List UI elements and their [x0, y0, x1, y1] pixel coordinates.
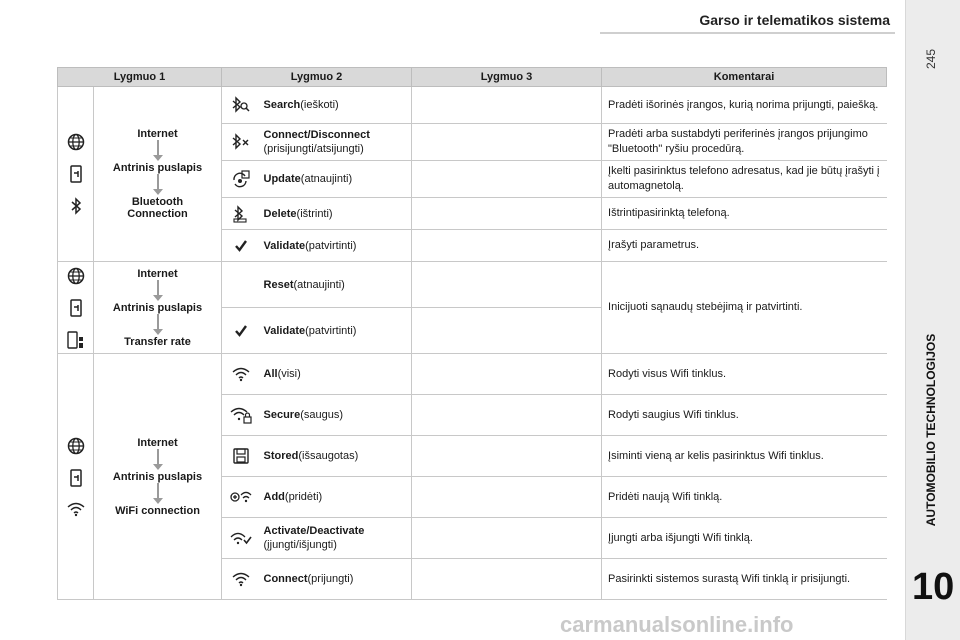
- nav-subpage: Antrinis puslapis: [112, 162, 203, 174]
- level3-empty: [412, 518, 602, 559]
- level2-navigation: [94, 354, 222, 600]
- chapter-number: 10: [912, 566, 955, 608]
- comment-cell: Įrašyti parametrus.: [602, 230, 887, 262]
- level3-option: Add(pridėti): [260, 477, 412, 518]
- phone-icon: [69, 469, 83, 487]
- comment-cell: Įkelti pasirinktus telefono adresatus, kad jie būtų įrašyti į automagnetolą.: [602, 161, 887, 198]
- comment-cell: Inicijuoti sąnaudų stebėjimą ir patvirtinti.: [602, 262, 887, 354]
- row-icon-cell: [222, 230, 260, 262]
- table-row: [58, 354, 887, 395]
- row-icon-cell: [222, 262, 260, 308]
- row-icon-cell: [222, 198, 260, 230]
- globe-icon: [67, 133, 85, 151]
- level3-empty: [412, 198, 602, 230]
- level2-navigation: [94, 87, 222, 262]
- level3-empty: [412, 262, 602, 308]
- level3-empty: [412, 124, 602, 161]
- bluetooth-delete-icon: [231, 205, 251, 223]
- level3-empty: [412, 559, 602, 600]
- comment-cell: Pradėti išorinės įrangos, kurią norima prijungti, paiešką.: [602, 87, 887, 124]
- level1-icons: [58, 354, 94, 600]
- table-row: [58, 87, 887, 124]
- nav-target: WiFi connection: [115, 504, 200, 517]
- level3-option: Connect(prijungti): [260, 559, 412, 600]
- header-comments: Komentarai: [602, 68, 887, 87]
- comment-cell: Pradėti arba sustabdyti periferinės įrangos prijungimo "Bluetooth" ryšiu procedūrą.: [602, 124, 887, 161]
- level3-empty: [412, 436, 602, 477]
- phone-icon: [69, 299, 83, 317]
- phone-icon: [69, 165, 83, 183]
- bluetooth-disconnect-icon: [231, 133, 251, 151]
- sidebar-divider: [905, 0, 906, 640]
- wifi-secure-icon: [230, 406, 252, 424]
- row-icon-cell: [222, 308, 260, 354]
- nav-arrow: [153, 314, 163, 336]
- page-number: 245: [924, 48, 938, 70]
- transfer-rate-icon: [67, 331, 85, 349]
- header-divider: [600, 32, 895, 34]
- table-header-row: [58, 68, 887, 87]
- comment-cell: Rodyti saugius Wifi tinklus.: [602, 395, 887, 436]
- level3-empty: [412, 230, 602, 262]
- header-level3: Lygmuo 3: [412, 68, 602, 87]
- comment-cell: Įjungti arba išjungti Wifi tinklą.: [602, 518, 887, 559]
- level3-option: Secure(saugus): [260, 395, 412, 436]
- bluetooth-icon: [70, 197, 82, 215]
- row-icon-cell: [222, 477, 260, 518]
- nav-arrow: [153, 483, 163, 505]
- comment-cell: Įsiminti vieną ar kelis pasirinktus Wifi tinklus.: [602, 436, 887, 477]
- nav-subpage: Antrinis puslapis: [112, 470, 203, 483]
- level3-option: Validate(patvirtinti): [260, 230, 412, 262]
- nav-arrow: [153, 449, 163, 471]
- bluetooth-search-icon: [231, 96, 251, 114]
- level3-option: Validate(patvirtinti): [260, 308, 412, 354]
- level3-empty: [412, 477, 602, 518]
- table-row: [58, 262, 887, 308]
- wifi-icon: [231, 366, 251, 382]
- section-label: AUTOMOBILIO TECHNOLOGIJOS: [924, 333, 938, 527]
- checkmark-icon: [234, 324, 248, 338]
- level3-empty: [412, 395, 602, 436]
- wifi-icon: [66, 501, 86, 517]
- nav-subpage: Antrinis puslapis: [112, 301, 203, 314]
- comment-cell: Ištrintipasirinktą telefoną.: [602, 198, 887, 230]
- level1-icons: [58, 87, 94, 262]
- nav-internet: Internet: [137, 436, 178, 449]
- nav-arrow: [153, 140, 163, 162]
- menu-table: [57, 67, 886, 600]
- nav-internet: Internet: [137, 128, 178, 140]
- nav-arrow: [153, 174, 163, 196]
- level3-empty: [412, 161, 602, 198]
- level2-navigation: [94, 262, 222, 354]
- level3-empty: [412, 308, 602, 354]
- comment-cell: Pasirinkti sistemos surastą Wifi tinklą ir prisijungti.: [602, 559, 887, 600]
- wifi-add-icon: [230, 489, 252, 505]
- nav-arrow: [153, 280, 163, 302]
- level3-option: Activate/Deactivate (įjungti/išjungti): [260, 518, 412, 559]
- level3-option: Update(atnaujinti): [260, 161, 412, 198]
- save-icon: [233, 448, 249, 464]
- row-icon-cell: [222, 87, 260, 124]
- nav-target: Transfer rate: [124, 335, 191, 348]
- level3-option: All(visi): [260, 354, 412, 395]
- level3-option: Connect/Disconnect (prisijungti/atsijungti): [260, 124, 412, 161]
- comment-cell: Pridėti naują Wifi tinklą.: [602, 477, 887, 518]
- nav-internet: Internet: [137, 267, 178, 280]
- row-icon-cell: [222, 161, 260, 198]
- header-level2: Lygmuo 2: [222, 68, 412, 87]
- update-icon: [231, 170, 251, 188]
- level3-option: Search(ieškoti): [260, 87, 412, 124]
- level3-empty: [412, 87, 602, 124]
- level1-icons: [58, 262, 94, 354]
- level3-option: Stored(išsaugotas): [260, 436, 412, 477]
- nav-target: Bluetooth Connection: [127, 196, 188, 220]
- row-icon-cell: [222, 395, 260, 436]
- globe-icon: [67, 267, 85, 285]
- level3-empty: [412, 354, 602, 395]
- level3-option: Delete(ištrinti): [260, 198, 412, 230]
- globe-icon: [67, 437, 85, 455]
- page-header-title: Garso ir telematikos sistema: [699, 12, 890, 28]
- wifi-icon: [231, 571, 251, 587]
- comment-cell: Rodyti visus Wifi tinklus.: [602, 354, 887, 395]
- row-icon-cell: [222, 354, 260, 395]
- wifi-toggle-icon: [230, 530, 252, 546]
- watermark: carmanualsonline.info: [560, 612, 794, 637]
- row-icon-cell: [222, 559, 260, 600]
- row-icon-cell: [222, 518, 260, 559]
- row-icon-cell: [222, 124, 260, 161]
- level3-option: Reset(atnaujinti): [260, 262, 412, 308]
- header-level1: Lygmuo 1: [58, 68, 222, 87]
- checkmark-icon: [234, 239, 248, 253]
- row-icon-cell: [222, 436, 260, 477]
